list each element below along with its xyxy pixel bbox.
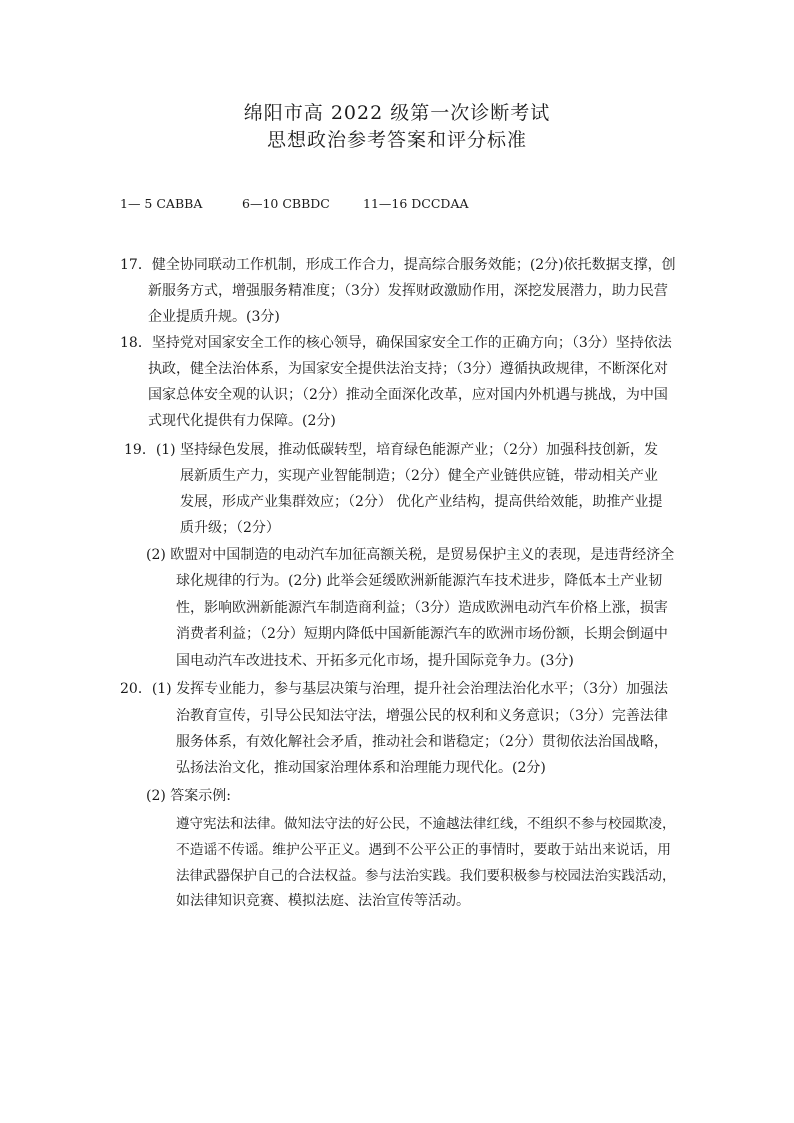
q19-1-line-4: 质升级；（2分） bbox=[180, 520, 280, 536]
q20-1-line-4: 弘扬法治文化，推动国家治理体系和治理能力现代化。(2分) bbox=[176, 760, 546, 776]
q18-line-2: 执政，健全法治体系，为国家安全提供法治支持；（3分）遵循执政规律，不断深化对 bbox=[148, 361, 668, 377]
q20-2-heading: (2) 答案示例: bbox=[146, 788, 231, 804]
mc-answers-11-16: 11—16 DCCDAA bbox=[363, 196, 469, 211]
q18-line-3: 国家总体安全观的认识；（2分）推动全面深化改革，应对国内外机遇与挑战，为中国 bbox=[148, 387, 668, 403]
q20-1-line-1: 20．(1) 发挥专业能力，参与基层决策与治理，提升社会治理法治化水平；（3分）加强法 bbox=[120, 681, 669, 697]
q19-2-line-5: 国电动汽车改进技术、开拓多元化市场，提升国际竞争力。(3分) bbox=[176, 653, 574, 669]
q17-line-3: 企业提质升规。(3分) bbox=[148, 309, 280, 325]
page-title: 绵阳市高 2022 级第一次诊断考试 bbox=[243, 102, 551, 124]
q20-2-line-4: 如法律知识竞赛、模拟法庭、法治宣传等活动。 bbox=[176, 893, 470, 909]
q18-line-1: 18．坚持党对国家安全工作的核心领导，确保国家安全工作的正确方向；（3分）坚持依法 bbox=[120, 335, 672, 351]
mc-answers-1-5: 1— 5 CABBA bbox=[120, 196, 203, 211]
q17-line-2: 新服务方式，增强服务精准度；（3分）发挥财政激励作用，深挖发展潜力，助力民营 bbox=[148, 283, 668, 299]
q20-1-line-3: 服务体系，有效化解社会矛盾，推动社会和谐稳定；（2分）贯彻依法治国战略， bbox=[176, 734, 668, 750]
q19-1-line-2: 展新质生产力，实现产业智能制造；（2分）健全产业链供应链，带动相关产业 bbox=[180, 468, 658, 484]
q20-2-line-1: 遵守宪法和法律。做知法守法的好公民，不逾越法律红线，不组织不参与校园欺凌， bbox=[176, 816, 676, 832]
q20-2-line-3: 法律武器保护自己的合法权益。参与法治实践。我们要积极参与校园法治实践活动， bbox=[176, 868, 676, 884]
q19-1-line-3: 发展，形成产业集群效应；（2分） 优化产业结构，提高供给效能，助推产业提 bbox=[180, 494, 663, 510]
q20-1-line-2: 治教育宣传，引导公民知法守法，增强公民的权利和义务意识；（3分）完善法律 bbox=[176, 708, 668, 724]
q19-2-line-2: 球化规律的行为。(2分) 此举会延缓欧洲新能源汽车技术进步，降低本土产业韧 bbox=[176, 573, 663, 589]
mc-answers-6-10: 6—10 CBBDC bbox=[242, 196, 330, 211]
q17-line-1: 17．健全协同联动工作机制，形成工作合力，提高综合服务效能；(2分)依托数据支撑，创 bbox=[120, 257, 676, 273]
q19-1-line-1: 19．(1) 坚持绿色发展，推动低碳转型，培育绿色能源产业；（2分）加强科技创新，发 bbox=[124, 442, 659, 458]
q19-2-line-1: (2) 欧盟对中国制造的电动汽车加征高额关税，是贸易保护主义的表现，是违背经济全 bbox=[146, 547, 675, 563]
q20-2-line-2: 不造谣不传谣。维护公平正义。遇到不公平公正的事情时，要敢于站出来说话，用 bbox=[176, 842, 672, 858]
q19-2-line-3: 性，影响欧洲新能源汽车制造商利益；（3分）造成欧洲电动汽车价格上涨，损害 bbox=[176, 600, 668, 616]
q18-line-4: 式现代化提供有力保障。(2分) bbox=[148, 413, 336, 429]
page-subtitle: 思想政治参考答案和评分标准 bbox=[266, 129, 527, 151]
q19-2-line-4: 消费者利益；（2分）短期内降低中国新能源汽车的欧洲市场份额，长期会倒逼中 bbox=[176, 626, 668, 642]
